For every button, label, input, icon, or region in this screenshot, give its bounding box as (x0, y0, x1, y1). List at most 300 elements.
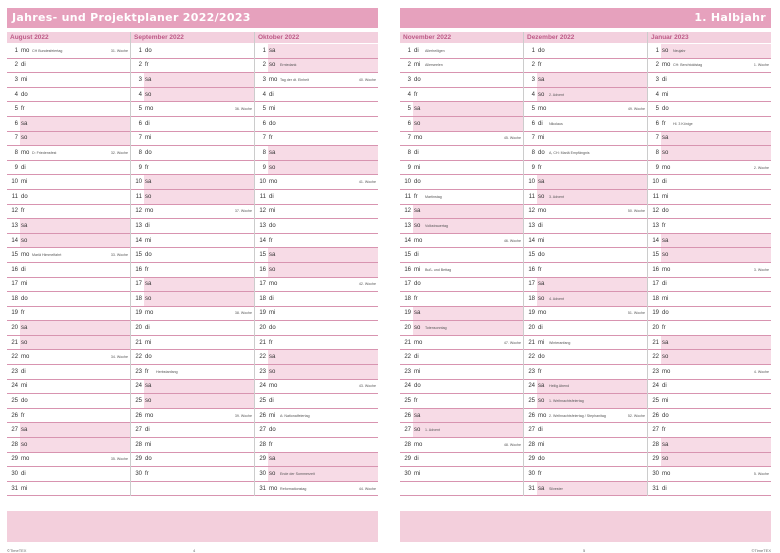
day-row[interactable] (131, 219, 254, 234)
day-row[interactable] (131, 117, 254, 132)
day-row[interactable] (131, 438, 254, 453)
day-row[interactable] (400, 438, 523, 453)
day-row[interactable] (255, 44, 378, 59)
day-row[interactable] (131, 292, 254, 307)
day-row[interactable] (7, 365, 130, 380)
day-row[interactable] (524, 117, 647, 132)
month-header: September 2022 (131, 32, 254, 44)
day-number: 10 (528, 179, 535, 186)
weekday-label: so (662, 354, 669, 361)
day-cell (537, 409, 647, 423)
day-number: 4 (138, 91, 142, 98)
day-cell (144, 102, 254, 116)
holiday-note: Winteranfang (549, 340, 571, 345)
day-row[interactable] (131, 278, 254, 293)
day-row[interactable] (255, 263, 378, 278)
holiday-note: Allerseelen (425, 63, 443, 68)
day-row[interactable] (255, 88, 378, 103)
day-row[interactable] (524, 73, 647, 88)
day-number: 29 (652, 456, 659, 463)
day-cell (537, 453, 647, 467)
day-row[interactable] (131, 161, 254, 176)
day-row[interactable] (7, 350, 130, 365)
day-row[interactable] (255, 205, 378, 220)
day-row[interactable] (648, 219, 771, 234)
day-number: 18 (11, 295, 18, 302)
day-row[interactable] (131, 88, 254, 103)
day-cell (268, 321, 378, 335)
day-row[interactable] (7, 73, 130, 88)
day-number: 31 (652, 485, 659, 492)
day-number: 18 (528, 295, 535, 302)
day-row[interactable] (7, 482, 130, 497)
weekday-label: do (145, 149, 152, 156)
day-cell (144, 248, 254, 262)
day-row[interactable] (648, 438, 771, 453)
weekday-label: mi (21, 281, 28, 288)
page-title: 1. Halbjahr (400, 8, 771, 28)
weekday-label: mi (269, 310, 276, 317)
day-cell (144, 132, 254, 146)
day-row[interactable] (255, 175, 378, 190)
day-cell (144, 161, 254, 175)
day-cell (661, 175, 771, 189)
weekday-label: so (662, 149, 669, 156)
day-row[interactable] (524, 307, 647, 322)
day-row[interactable] (7, 438, 130, 453)
weekday-label: fr (269, 339, 273, 346)
day-row[interactable] (524, 482, 647, 497)
day-row[interactable] (400, 453, 523, 468)
day-row[interactable] (524, 321, 647, 336)
day-row[interactable] (524, 278, 647, 293)
day-row[interactable] (400, 365, 523, 380)
day-row[interactable] (7, 175, 130, 190)
day-row[interactable] (131, 248, 254, 263)
week-number: 32. Woche (110, 150, 128, 155)
day-number: 15 (652, 252, 659, 259)
day-row[interactable] (524, 336, 647, 351)
day-cell (144, 175, 254, 189)
weekday-label: mo (414, 237, 423, 244)
day-row[interactable] (400, 132, 523, 147)
day-row[interactable] (648, 453, 771, 468)
day-row[interactable] (7, 307, 130, 322)
day-cell (144, 409, 254, 423)
day-row[interactable] (255, 190, 378, 205)
day-row[interactable] (400, 161, 523, 176)
day-row[interactable] (524, 175, 647, 190)
day-cell (144, 278, 254, 292)
weekday-label: mo (21, 354, 30, 361)
day-row[interactable] (7, 205, 130, 220)
day-row[interactable] (131, 394, 254, 409)
day-cell (413, 248, 523, 262)
day-number: 9 (262, 164, 266, 171)
day-number: 17 (652, 281, 659, 288)
day-row[interactable] (400, 117, 523, 132)
day-number: 26 (528, 412, 535, 419)
day-row[interactable] (131, 409, 254, 424)
day-row[interactable] (131, 132, 254, 147)
day-row[interactable] (7, 161, 130, 176)
weekday-label: so (21, 237, 28, 244)
day-row[interactable] (131, 263, 254, 278)
page-title: Jahres- und Projektplaner 2022/2023 (7, 8, 378, 28)
day-row[interactable] (648, 132, 771, 147)
day-row[interactable] (648, 234, 771, 249)
day-row[interactable] (524, 234, 647, 249)
day-number: 26 (135, 412, 142, 419)
day-row[interactable] (524, 394, 647, 409)
day-row[interactable] (7, 132, 130, 147)
day-row[interactable] (648, 423, 771, 438)
weekday-label: di (414, 252, 419, 259)
weekday-label: do (414, 383, 421, 390)
day-row[interactable] (524, 102, 647, 117)
day-row[interactable] (7, 59, 130, 74)
day-cell (20, 438, 130, 452)
day-row[interactable] (400, 350, 523, 365)
day-row[interactable] (7, 321, 130, 336)
day-row[interactable] (648, 146, 771, 161)
day-row[interactable] (400, 336, 523, 351)
day-row[interactable] (255, 336, 378, 351)
day-row[interactable] (131, 321, 254, 336)
day-row[interactable] (7, 394, 130, 409)
day-row[interactable] (524, 59, 647, 74)
day-row[interactable] (648, 307, 771, 322)
day-row[interactable] (524, 88, 647, 103)
day-number: 28 (259, 441, 266, 448)
day-cell (144, 365, 254, 379)
day-row[interactable] (255, 482, 378, 497)
day-row[interactable] (131, 102, 254, 117)
day-row[interactable] (400, 321, 523, 336)
day-row[interactable] (255, 234, 378, 249)
day-number: 27 (652, 427, 659, 434)
day-row[interactable] (255, 307, 378, 322)
day-cell (413, 482, 523, 496)
day-cell (20, 190, 130, 204)
weekday-label: do (21, 398, 28, 405)
day-row[interactable] (648, 278, 771, 293)
weekday-label: mo (538, 106, 547, 113)
day-row[interactable] (255, 278, 378, 293)
day-row[interactable] (400, 263, 523, 278)
day-cell (20, 102, 130, 116)
day-number: 1 (262, 47, 266, 54)
weekday-label: sa (538, 281, 545, 288)
day-row[interactable] (400, 102, 523, 117)
day-row[interactable] (400, 190, 523, 205)
day-row[interactable] (524, 132, 647, 147)
day-row[interactable] (7, 467, 130, 482)
day-row[interactable] (7, 234, 130, 249)
weekday-label: sa (414, 208, 421, 215)
day-row[interactable] (648, 190, 771, 205)
day-row[interactable] (400, 59, 523, 74)
day-cell (537, 263, 647, 277)
day-cell (537, 438, 647, 452)
day-row[interactable] (7, 292, 130, 307)
day-row[interactable] (400, 292, 523, 307)
day-row[interactable] (7, 248, 130, 263)
week-number: 33. Woche (110, 253, 128, 258)
weekday-label: mi (662, 91, 669, 98)
day-row[interactable] (131, 336, 254, 351)
day-row[interactable] (255, 380, 378, 395)
weekday-label: di (662, 179, 667, 186)
day-row[interactable] (400, 219, 523, 234)
day-row[interactable] (524, 205, 647, 220)
day-row[interactable] (648, 365, 771, 380)
weekday-label: do (269, 222, 276, 229)
day-cell (144, 423, 254, 437)
day-row[interactable] (7, 453, 130, 468)
day-row[interactable] (648, 467, 771, 482)
weekday-label: so (414, 120, 421, 127)
day-row[interactable] (255, 365, 378, 380)
day-cell (661, 453, 771, 467)
day-row[interactable] (7, 219, 130, 234)
day-number: 20 (652, 325, 659, 332)
day-row[interactable] (524, 350, 647, 365)
day-row[interactable] (7, 102, 130, 117)
day-row[interactable] (131, 146, 254, 161)
day-number: 5 (138, 106, 142, 113)
holiday-note: 4. Advent (549, 296, 564, 301)
day-row[interactable] (131, 59, 254, 74)
day-row[interactable] (7, 423, 130, 438)
day-row[interactable] (131, 365, 254, 380)
day-row[interactable] (255, 161, 378, 176)
day-cell (413, 278, 523, 292)
day-row[interactable] (648, 175, 771, 190)
day-number: 4 (262, 91, 266, 98)
day-row[interactable] (255, 350, 378, 365)
day-row[interactable] (131, 307, 254, 322)
day-cell (413, 219, 523, 233)
day-number: 2 (138, 62, 142, 69)
day-row[interactable] (7, 146, 130, 161)
day-row[interactable] (131, 423, 254, 438)
day-row[interactable] (131, 380, 254, 395)
day-row[interactable] (131, 205, 254, 220)
day-cell (661, 234, 771, 248)
day-row[interactable] (400, 248, 523, 263)
day-number: 7 (138, 135, 142, 142)
day-row[interactable] (255, 73, 378, 88)
day-row[interactable] (131, 234, 254, 249)
weekday-label: fr (538, 266, 542, 273)
day-number: 11 (528, 193, 535, 200)
notes-area (400, 511, 771, 542)
day-cell (413, 292, 523, 306)
day-row[interactable] (400, 44, 523, 59)
day-row[interactable] (648, 350, 771, 365)
weekday-label: sa (21, 427, 28, 434)
holiday-note: Tag der dt. Einheit (280, 77, 309, 82)
day-number: 11 (11, 193, 18, 200)
weekday-label: di (145, 427, 150, 434)
day-number: 25 (404, 398, 411, 405)
day-cell (661, 190, 771, 204)
day-row[interactable] (648, 59, 771, 74)
day-row[interactable] (400, 307, 523, 322)
weekday-label: mo (269, 383, 278, 390)
day-row[interactable] (400, 409, 523, 424)
day-row[interactable] (255, 248, 378, 263)
day-row[interactable] (131, 350, 254, 365)
day-number: 25 (652, 398, 659, 405)
weekday-label: mi (414, 266, 421, 273)
weekday-label: do (145, 354, 152, 361)
day-row[interactable] (524, 263, 647, 278)
day-row[interactable] (524, 365, 647, 380)
day-row[interactable] (524, 453, 647, 468)
day-row[interactable] (648, 380, 771, 395)
day-row[interactable] (524, 219, 647, 234)
day-row[interactable] (400, 146, 523, 161)
day-row[interactable] (648, 321, 771, 336)
day-number: 19 (135, 310, 142, 317)
day-row[interactable] (648, 394, 771, 409)
day-row[interactable] (648, 205, 771, 220)
day-cell (20, 278, 130, 292)
day-row[interactable] (255, 409, 378, 424)
day-row[interactable] (400, 423, 523, 438)
day-row[interactable] (400, 482, 523, 497)
day-row[interactable] (400, 278, 523, 293)
day-row[interactable] (7, 336, 130, 351)
day-number: 28 (404, 441, 411, 448)
weekday-label: fr (269, 135, 273, 142)
day-cell (20, 132, 130, 146)
day-row[interactable] (255, 321, 378, 336)
day-row[interactable] (131, 44, 254, 59)
day-row[interactable] (255, 102, 378, 117)
day-number: 22 (404, 354, 411, 361)
day-row[interactable] (400, 175, 523, 190)
day-row[interactable] (255, 146, 378, 161)
day-row[interactable] (255, 438, 378, 453)
day-row[interactable] (648, 248, 771, 263)
weekday-label: fr (145, 164, 149, 171)
day-row[interactable] (524, 44, 647, 59)
day-row[interactable] (255, 219, 378, 234)
day-row[interactable] (131, 175, 254, 190)
weekday-label: di (21, 471, 26, 478)
day-row[interactable] (255, 59, 378, 74)
day-cell (20, 482, 130, 496)
day-cell (537, 248, 647, 262)
weekday-label: do (414, 76, 421, 83)
day-row[interactable] (255, 117, 378, 132)
weekday-label: so (21, 441, 28, 448)
day-row[interactable] (400, 380, 523, 395)
day-row[interactable] (648, 117, 771, 132)
day-row[interactable] (400, 234, 523, 249)
day-row[interactable] (648, 44, 771, 59)
day-row[interactable] (648, 161, 771, 176)
day-number: 23 (652, 368, 659, 375)
day-row[interactable] (131, 190, 254, 205)
day-row[interactable] (7, 88, 130, 103)
day-row[interactable] (255, 467, 378, 482)
day-cell (537, 365, 647, 379)
day-row[interactable] (255, 423, 378, 438)
day-number: 8 (407, 149, 411, 156)
day-row[interactable] (400, 394, 523, 409)
day-row[interactable] (524, 248, 647, 263)
day-row[interactable] (400, 205, 523, 220)
day-row[interactable] (524, 467, 647, 482)
day-row[interactable] (524, 161, 647, 176)
day-number: 18 (652, 295, 659, 302)
day-row[interactable] (7, 44, 130, 59)
day-row[interactable] (7, 263, 130, 278)
day-cell (537, 423, 647, 437)
day-row[interactable] (131, 73, 254, 88)
day-row[interactable] (524, 380, 647, 395)
weekday-label: so (145, 91, 152, 98)
day-cell (268, 102, 378, 116)
day-row[interactable] (255, 394, 378, 409)
weekday-label: di (414, 354, 419, 361)
day-number: 2 (407, 62, 411, 69)
day-row[interactable] (255, 453, 378, 468)
day-row[interactable] (648, 336, 771, 351)
day-number: 12 (404, 208, 411, 215)
day-row[interactable] (131, 467, 254, 482)
day-row[interactable] (7, 409, 130, 424)
day-row[interactable] (400, 88, 523, 103)
day-row[interactable] (524, 438, 647, 453)
day-row[interactable] (524, 146, 647, 161)
day-row[interactable] (648, 263, 771, 278)
weekday-label: di (269, 193, 274, 200)
day-number: 26 (404, 412, 411, 419)
day-row[interactable] (648, 482, 771, 497)
day-row[interactable] (648, 73, 771, 88)
day-number: 3 (655, 76, 659, 83)
day-row[interactable] (400, 467, 523, 482)
day-row[interactable] (524, 190, 647, 205)
day-row[interactable] (7, 380, 130, 395)
day-row[interactable] (255, 132, 378, 147)
day-row[interactable] (648, 88, 771, 103)
day-row[interactable] (7, 117, 130, 132)
day-row[interactable] (7, 278, 130, 293)
day-row[interactable] (131, 482, 254, 497)
day-row[interactable] (400, 73, 523, 88)
day-row[interactable] (524, 409, 647, 424)
day-row[interactable] (648, 292, 771, 307)
weekday-label: fr (414, 91, 418, 98)
day-row[interactable] (524, 423, 647, 438)
day-row[interactable] (131, 453, 254, 468)
day-row[interactable] (7, 190, 130, 205)
day-row[interactable] (648, 409, 771, 424)
week-number: 50. Woche (627, 209, 645, 214)
day-cell (20, 161, 130, 175)
day-row[interactable] (255, 292, 378, 307)
day-row[interactable] (524, 292, 647, 307)
week-number: 4. Woche (753, 369, 769, 374)
day-row[interactable] (648, 102, 771, 117)
holiday-note: Allerheiligen (425, 48, 445, 53)
